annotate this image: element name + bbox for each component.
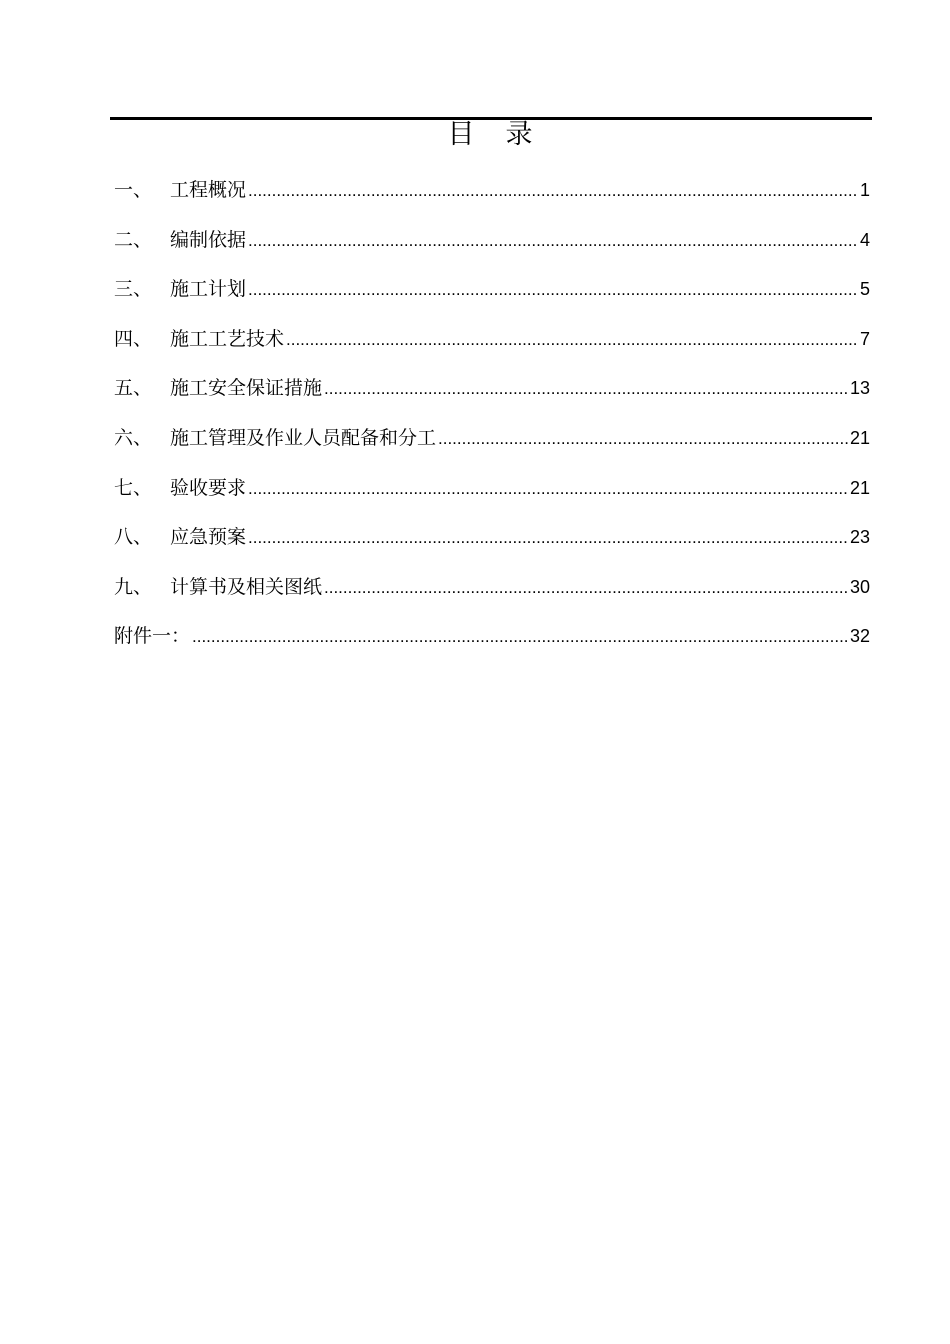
toc-dot-leader	[248, 225, 858, 257]
toc-entry-number: 九、	[114, 575, 153, 598]
toc-entry[interactable]	[114, 323, 870, 373]
toc-entry[interactable]	[114, 472, 870, 522]
table-of-contents	[114, 174, 870, 670]
toc-entry-title: 应急预案	[170, 526, 247, 549]
toc-entry-page: 23	[849, 527, 870, 548]
toc-entry-number: 三、	[114, 278, 153, 301]
toc-entry-number: 八、	[114, 526, 153, 549]
toc-dot-leader	[248, 274, 858, 306]
toc-dot-leader	[324, 373, 848, 405]
toc-entry-title: 计算书及相关图纸	[170, 575, 323, 598]
toc-entry-title: 施工工艺技术	[170, 327, 285, 350]
toc-entry-page: 30	[849, 576, 870, 597]
toc-entry[interactable]	[114, 521, 870, 571]
toc-entry-number: 一、	[114, 179, 153, 201]
toc-entry-page: 13	[849, 378, 870, 399]
toc-entry-number: 四、	[114, 327, 153, 350]
toc-entry-title: 施工安全保证措施	[170, 377, 323, 400]
toc-entry-page: 21	[849, 427, 870, 448]
toc-entry-number: 六、	[114, 426, 153, 449]
toc-entry-title: 施工计划	[170, 278, 247, 301]
toc-entry[interactable]	[114, 422, 870, 472]
toc-entry[interactable]	[114, 620, 870, 670]
toc-entry-page: 4	[859, 229, 870, 250]
toc-entry-number: 七、	[114, 476, 153, 499]
toc-entry-title: 施工管理及作业人员配备和分工	[170, 426, 437, 449]
toc-entry[interactable]	[114, 372, 870, 422]
toc-dot-leader	[438, 423, 848, 455]
toc-entry-page: 21	[849, 477, 870, 498]
toc-entry[interactable]	[114, 174, 870, 224]
toc-entry-page: 32	[849, 626, 870, 647]
toc-title: 目 录	[447, 119, 535, 150]
toc-dot-leader	[286, 324, 858, 356]
toc-dot-leader	[192, 621, 848, 653]
toc-dot-leader	[248, 522, 848, 554]
toc-dot-leader	[248, 175, 858, 207]
toc-entry-number: 附件一：	[114, 625, 191, 648]
toc-entry-page: 7	[859, 328, 870, 349]
toc-entry-title: 验收要求	[170, 476, 247, 499]
toc-entry-page: 1	[859, 180, 870, 200]
toc-entry[interactable]	[114, 571, 870, 621]
toc-entry-number: 二、	[114, 228, 153, 251]
toc-entry-number: 五、	[114, 377, 153, 400]
toc-dot-leader	[324, 572, 848, 604]
toc-entry-title: 编制依据	[170, 228, 247, 251]
toc-entry[interactable]	[114, 224, 870, 274]
toc-entry-title: 工程概况	[170, 179, 247, 201]
toc-entry-page: 5	[859, 279, 870, 300]
toc-dot-leader	[248, 473, 848, 505]
toc-entry[interactable]	[114, 273, 870, 323]
